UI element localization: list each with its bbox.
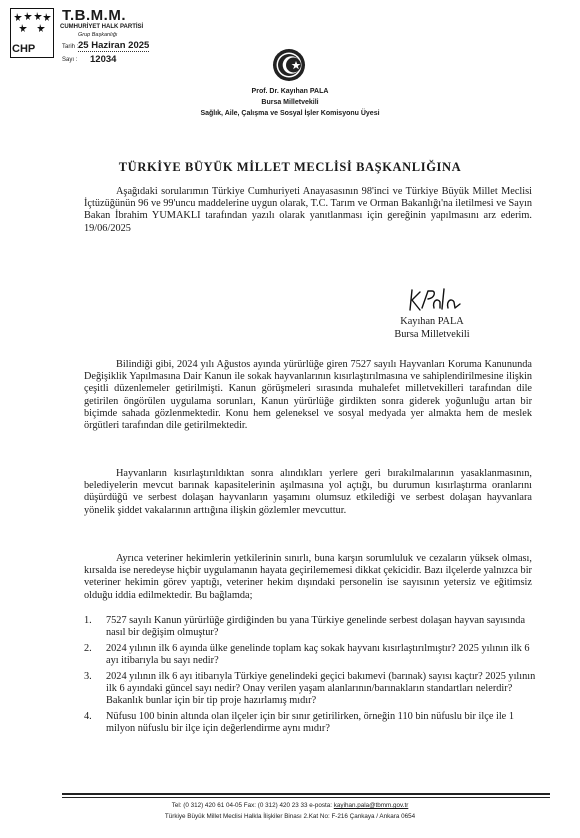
question-list — [84, 615, 536, 739]
tbmm-emblem-icon — [272, 48, 306, 82]
mp-name: Prof. Dr. Kayıhan PALA — [251, 88, 329, 95]
signature-name: Kayıhan PALA — [400, 316, 464, 327]
mp-committee: Sağlık, Aile, Çalışma ve Sosyal İşler Komisyonu Üyesi — [200, 110, 380, 117]
question-text: Nüfusu 100 binin altında olan ilçeler için bir sınır getirilirken, örneğin 110 bin nüfuslu bir ilçe ile 1 milyon nüfuslu bir ilçe için değerlendirme aynı mıdır? — [106, 710, 514, 735]
list-item — [84, 615, 536, 640]
footer-contact-text: Tel: (0 312) 420 61 04-05 Fax: (0 312) 420 23 33 e-posta: — [171, 802, 333, 809]
question-text: 2024 yılının ilk 6 ayında ülke genelinde toplam kaç sokak hayvanı kısırlaştırılmıştır? 2025 yılının ilk 6 ayı itibarıyla bu sayı nedir? — [106, 642, 530, 667]
request-paragraph: Aşağıdaki sorularımın Türkiye Cumhuriyeti Anayasasının 98'inci ve Türkiye Büyük Millet Meclisi İçtüzüğünün 96 ve 99'uncu maddelerine uygun olarak, T.C. Tarım ve Orman Bakanlığı'na iletilmesi ve Sayın Bakan İbrahim YUMAKLI tarafından yazılı olarak yanıtlanması için gereğinin yapılmasını arz ederim. 19/06/2025 — [84, 186, 532, 234]
footer-contact — [0, 802, 580, 809]
question-number: 1. — [84, 615, 92, 626]
list-item — [84, 671, 536, 708]
date-value: 25 Haziran 2025 — [78, 40, 150, 51]
question-text: 7527 sayılı Kanun yürürlüğe girdiğinden bu yana Türkiye genelinde serbest dolaşan hayvan sayısında nasıl bir değişim olmuştur? — [106, 615, 526, 639]
chp-logo-text: CHP — [12, 43, 36, 55]
number-value: 12034 — [90, 54, 117, 65]
date-label: Tarih : — [62, 44, 79, 50]
list-item — [84, 711, 536, 736]
body-paragraph-1: Bilindiği gibi, 2024 yılı Ağustos ayında yürürlüğe giren 7527 sayılı Hayvanları Koruma Kanununda Değişiklik Yapılmasına Dair Kanun ile sokak hayvanlarının kısırlaştırılmasına ve sahiplendirilmesine ilişkin çeşitli düzenlemeler getirilmişti. Kanun görüşmeleri sırasında muhalefet milletvekilleri tarafından dile getirilen öngörülen uygulama sorunları, Kanun yürürlüğe girdikten sonra giderek yoğunluğu artan bir biçimde sahada gözlenmektedir. Konu hem geleneksel ve sosyal medyada yer almakta hem de meslek örgütleri tarafından dile getirilmektedir. — [84, 359, 532, 432]
question-number: 2. — [84, 642, 92, 654]
fax-header-strip — [0, 0, 580, 6]
number-label: Sayı : — [62, 57, 78, 63]
document-title: TÜRKİYE BÜYÜK MİLLET MECLİSİ BAŞKANLIĞINA — [118, 160, 462, 174]
question-number: 4. — [84, 710, 92, 722]
body-paragraph-3: Ayrıca veteriner hekimlerin yetkilerinin sınırlı, buna karşın sorumluluk ve cezaların yüksek olması, kırsalda ise neredeyse hiçbir uygulamanın hayata geçirilememesi dikkat çekicidir. Bazı ilçelerde yalnızca bir veteriner hekimin görev yaptığı, veteriner hekim dışındaki personelin ise sayısının yetersiz ve eğitimsiz olduğu iddia edilmektedir. Bu bağlamda; — [84, 553, 532, 601]
body-paragraph-2: Hayvanların kısırlaştırıldıktan sonra alındıkları yerlere geri bırakılmalarının yasaklanmasının, belediyelerin mevcut barınak kapasitelerinin aşılmasına yol açtığı, bu durumun kısırlaştırma oranlarını düşürdüğü ve serbest dolaşan hayvanların yaşamını olumsuz etkilediği ve serbest dolaşan hayvanlara yönelik şiddet vakalarının arttığına ilişkin gözlemler mevcuttur. — [84, 468, 532, 516]
party-group: Grup Başkanlığı — [78, 32, 118, 38]
signature-title: Bursa Milletvekili — [394, 329, 470, 340]
question-text: 2024 yılının ilk 6 ayı itibarıyla Türkiye genelindeki geçici bakımevi (barınak) sayısı kaçtır? 2025 yılının ilk 6 ayındaki güncel sayı nedir? Onay verilen yaşam alanlarının/barınakların standartları nelerdir? Bakanlık bunlar için bir tip proje hazırlamış mıdır? — [106, 670, 536, 707]
footer-divider — [62, 793, 550, 795]
footer-divider-thin — [62, 797, 550, 798]
party-name: CUMHURİYET HALK PARTİSİ — [60, 24, 144, 30]
institution-title: T.B.M.M. — [62, 7, 126, 24]
footer-address: Türkiye Büyük Millet Meclisi Halkla İlişkiler Binası 2.Kat No: F-216 Çankaya / Ankara 0654 — [164, 813, 416, 820]
list-item — [84, 643, 536, 668]
question-number: 3. — [84, 670, 92, 682]
footer-email-link[interactable]: kayihan.pala@tbmm.gov.tr — [333, 802, 409, 809]
handwritten-signature — [406, 286, 466, 314]
mp-city: Bursa Milletvekili — [261, 99, 319, 106]
